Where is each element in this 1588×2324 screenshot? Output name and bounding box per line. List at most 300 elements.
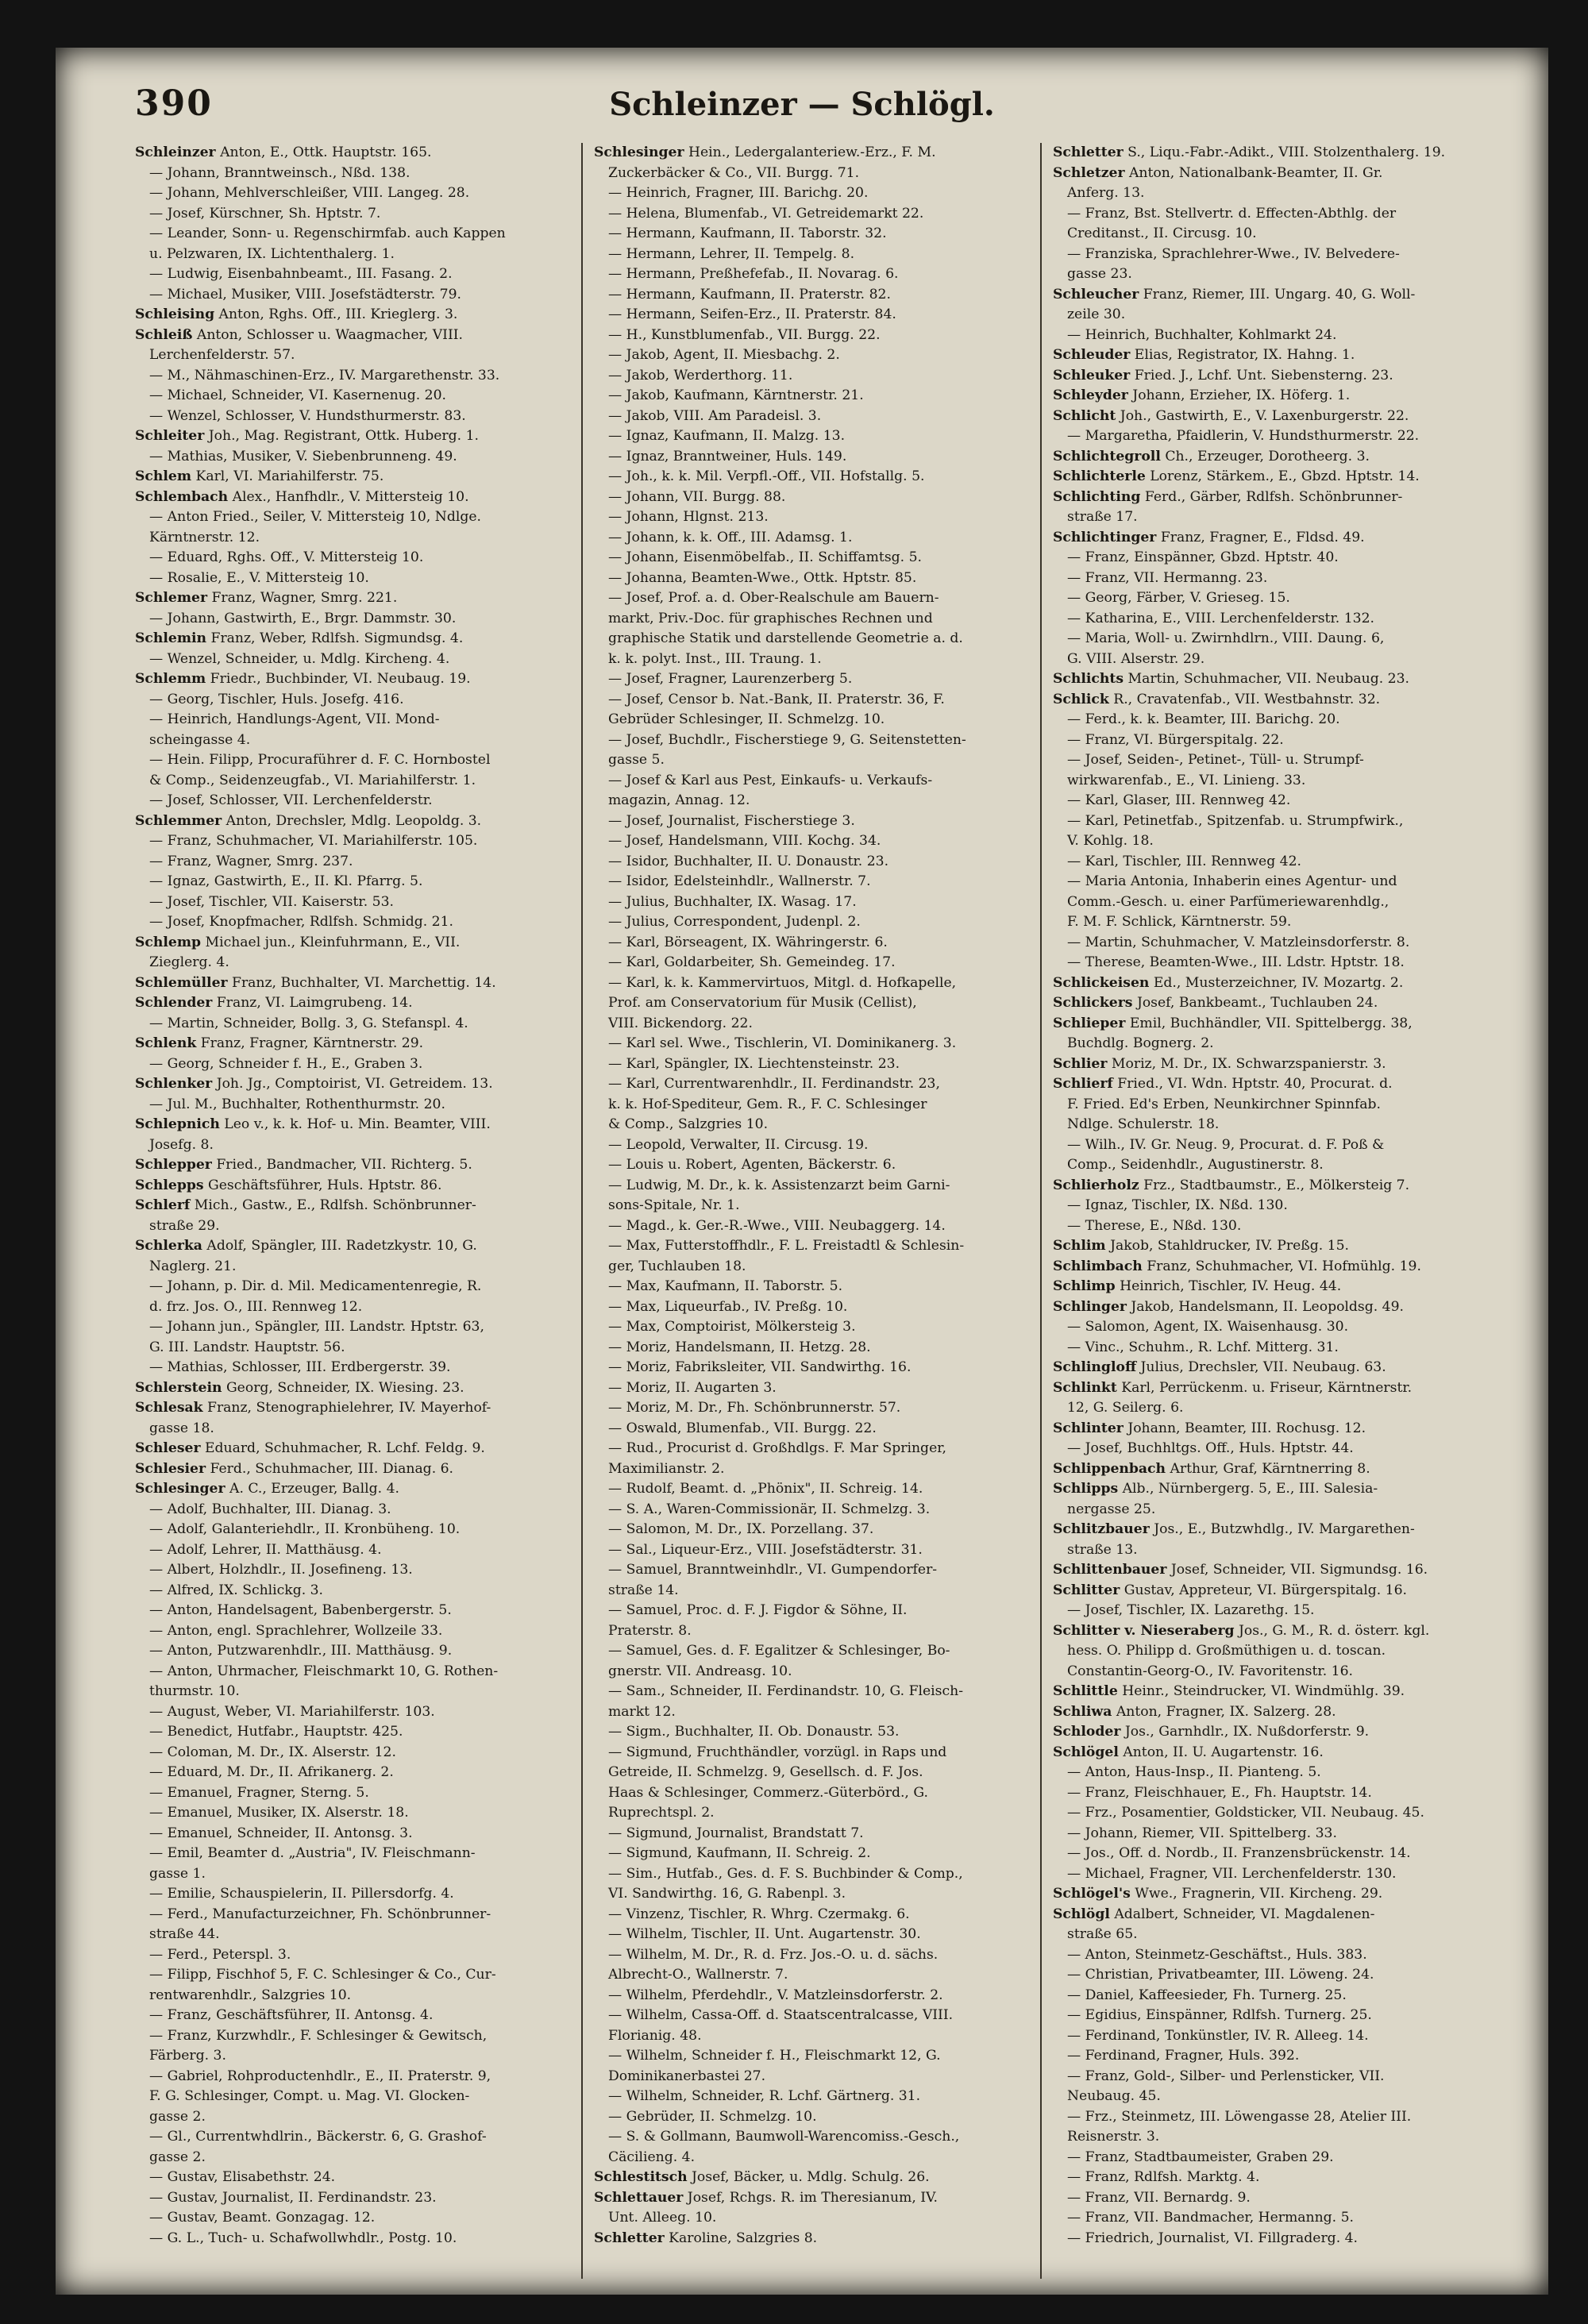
directory-entry xyxy=(594,1986,1034,2006)
entry-surname: Schleiß xyxy=(135,326,193,343)
directory-entry xyxy=(1053,1945,1494,1966)
directory-entry xyxy=(594,2188,1034,2209)
entry-text: Franz, Buchhalter, VI. Marchettig. 14. xyxy=(227,974,496,991)
entry-text: Adolf, Spängler, III. Radetzkystr. 10, G. xyxy=(202,1238,477,1254)
directory-entry xyxy=(1053,1479,1494,1500)
entry-text: — Julius, Buchhalter, IX. Wasag. 17. xyxy=(608,893,857,910)
entry-text: Lorenz, Stärkem., E., Gbzd. Hptstr. 14. xyxy=(1145,468,1420,484)
entry-surname: Schlem xyxy=(135,468,192,484)
directory-entry xyxy=(135,2046,575,2067)
directory-entry xyxy=(135,1763,575,1783)
directory-entry xyxy=(1053,1621,1494,1642)
directory-entry xyxy=(1053,1601,1494,1621)
directory-entry xyxy=(1053,1662,1494,1682)
entry-text: — Benedict, Hutfabr., Hauptstr. 425. xyxy=(149,1724,403,1740)
directory-entry xyxy=(1053,892,1494,913)
entry-surname: Schlepps xyxy=(135,1177,204,1193)
entry-text: Martin, Schuhmacher, VII. Neubaug. 23. xyxy=(1124,671,1409,687)
entry-text: Mich., Gastw., E., Rdlfsh. Schönbrunner- xyxy=(190,1197,476,1213)
directory-entry xyxy=(1053,2168,1494,2188)
entry-text: — Salomon, Agent, IX. Waisenhausg. 30. xyxy=(1067,1319,1349,1335)
entry-surname: Schlerf xyxy=(135,1197,191,1213)
entry-text: straße 14. xyxy=(608,1582,679,1598)
entry-text: Georg, Schneider, IX. Wiesing. 23. xyxy=(222,1379,464,1396)
directory-entry xyxy=(1053,183,1494,204)
directory-entry xyxy=(594,2107,1034,2128)
entry-surname: Schlettauer xyxy=(594,2189,684,2206)
directory-entry xyxy=(594,892,1034,913)
directory-entry xyxy=(1053,953,1494,973)
directory-entry xyxy=(1053,1864,1494,1885)
entry-text: Alex., Hanfhdlr., V. Mittersteig 10. xyxy=(228,488,469,505)
directory-entry xyxy=(594,1722,1034,1743)
directory-entry xyxy=(135,2067,575,2087)
directory-entry xyxy=(594,285,1034,306)
entry-text: — Josef, Buchhltgs. Off., Huls. Hptstr. 44. xyxy=(1067,1440,1354,1456)
entry-text: — Karl, Goldarbeiter, Sh. Gemeindeg. 17. xyxy=(608,954,896,970)
entry-text: Anferg. 13. xyxy=(1067,185,1145,201)
directory-entry xyxy=(1053,143,1494,164)
entry-text: Zieglerg. 4. xyxy=(149,954,229,970)
directory-entry xyxy=(135,2006,575,2026)
entry-text: — M., Nähmaschinen-Erz., IV. Margarethenstr. 33. xyxy=(149,367,500,383)
directory-entry xyxy=(1053,1338,1494,1359)
directory-entry xyxy=(135,1621,575,1642)
directory-entry xyxy=(594,407,1034,427)
entry-text: — Josef, Journalist, Fischerstiege 3. xyxy=(608,812,855,829)
directory-entry xyxy=(135,366,575,387)
entry-text: Färberg. 3. xyxy=(149,2048,226,2064)
directory-entry xyxy=(135,548,575,568)
entry-text: Anton, Nationalbank-Beamter, II. Gr. xyxy=(1124,164,1383,181)
directory-entry xyxy=(594,1135,1034,1156)
entry-text: sons-Spitale, Nr. 1. xyxy=(608,1197,740,1213)
directory-entry xyxy=(594,1439,1034,1459)
entry-text: — Karl sel. Wwe., Tischlerin, VI. Dominikanerg. 3. xyxy=(608,1035,957,1051)
entry-text: Josef, Schneider, VII. Sigmundsg. 16. xyxy=(1166,1562,1428,1578)
entry-text: — Franz, Einspänner, Gbzd. Hptstr. 40. xyxy=(1067,549,1339,565)
directory-entry xyxy=(594,872,1034,892)
entry-text: straße 13. xyxy=(1067,1541,1138,1558)
entry-text: — Emilie, Schauspielerin, II. Pillersdorfg. 4. xyxy=(149,1886,454,1902)
directory-entry xyxy=(135,1135,575,1156)
directory-entry xyxy=(135,2127,575,2148)
entry-surname: Schleinzer xyxy=(135,145,216,160)
directory-entry xyxy=(135,1358,575,1378)
directory-entry xyxy=(135,224,575,245)
entry-text: — Sam., Schneider, II. Ferdinandstr. 10, G. Fleisch- xyxy=(608,1683,963,1699)
directory-entry xyxy=(594,1682,1034,1702)
directory-entry xyxy=(135,1419,575,1439)
entry-text: — Gustav, Journalist, II. Ferdinandstr. 23. xyxy=(149,2189,437,2206)
entry-text: — Emanuel, Schneider, II. Antonsg. 3. xyxy=(149,1825,413,1841)
directory-entry xyxy=(135,2087,575,2107)
directory-entry xyxy=(594,811,1034,832)
entry-text: Franz, Riemer, III. Ungarg. 40, G. Woll- xyxy=(1139,286,1416,303)
entry-text: — Gustav, Elisabethstr. 24. xyxy=(149,2169,336,2185)
entry-text: — Wilhelm, Schneider, R. Lchf. Gärtnerg. 31. xyxy=(608,2088,921,2104)
directory-entry xyxy=(135,2168,575,2188)
entry-text: gnerstr. VII. Andreasg. 10. xyxy=(608,1663,792,1679)
directory-entry xyxy=(135,488,575,508)
entry-text: Josef, Rchgs. R. im Theresianum, IV. xyxy=(683,2189,938,2206)
entry-text: Johann, Beamter, III. Rochusg. 12. xyxy=(1123,1420,1366,1436)
entry-text: — Vinc., Schuhm., R. Lchf. Mitterg. 31. xyxy=(1067,1339,1339,1355)
entry-text: — Daniel, Kaffeesieder, Fh. Turnerg. 25. xyxy=(1067,1987,1347,2003)
entry-surname: Schlemer xyxy=(135,590,208,606)
directory-entry xyxy=(135,467,575,488)
directory-entry xyxy=(1053,1196,1494,1216)
directory-entry xyxy=(1053,771,1494,792)
directory-entry xyxy=(594,1601,1034,1621)
directory-entry xyxy=(1053,1965,1494,1986)
entry-surname: Schletter xyxy=(594,2230,665,2246)
directory-entry xyxy=(1053,852,1494,873)
directory-entry xyxy=(1053,933,1494,954)
entry-text: — Margaretha, Pfaidlerin, V. Hundsthurmerstr. 22. xyxy=(1067,428,1420,444)
entry-text: Jakob, Stahldrucker, IV. Preßg. 15. xyxy=(1105,1238,1349,1254)
directory-entry xyxy=(1053,973,1494,994)
entry-text: gasse 2. xyxy=(149,2149,206,2165)
entry-text: — Johann, k. k. Off., III. Adamsg. 1. xyxy=(608,529,853,545)
entry-text: Fried. J., Lchf. Unt. Siebensterng. 23. xyxy=(1130,367,1393,383)
entry-text: — Ludwig, Eisenbahnbeamt., III. Fasang. 2. xyxy=(149,266,453,282)
entry-text: — Leander, Sonn- u. Regenschirmfab. auch Kappen xyxy=(149,225,506,241)
entry-text: — Emanuel, Fragner, Sterng. 5. xyxy=(149,1784,369,1801)
entry-text: — Jakob, Werderthorg. 11. xyxy=(608,367,793,383)
entry-text: Zuckerbäcker & Co., VII. Burgg. 71. xyxy=(608,164,860,181)
entry-text: k. k. Hof-Spediteur, Gem. R., F. C. Schlesinger xyxy=(608,1096,927,1112)
entry-text: — Adolf, Buchhalter, III. Dianag. 3. xyxy=(149,1501,391,1517)
entry-text: straße 29. xyxy=(149,1217,220,1234)
entry-text: u. Pelzwaren, IX. Lichtenthalerg. 1. xyxy=(149,245,395,262)
directory-entry xyxy=(1053,1722,1494,1743)
entry-text: — Moriz, Handelsmann, II. Hetzg. 28. xyxy=(608,1339,871,1355)
directory-entry xyxy=(135,345,575,366)
directory-entry xyxy=(594,588,1034,609)
entry-text: — Ferdinand, Fragner, Huls. 392. xyxy=(1067,2048,1300,2064)
directory-entry xyxy=(594,1743,1034,1763)
entry-text: — Josef, Kürschner, Sh. Hptstr. 7. xyxy=(149,205,381,222)
entry-text: — Franz, VII. Bernardg. 9. xyxy=(1067,2189,1251,2206)
entry-text: Franz, Wagner, Smrg. 221. xyxy=(207,590,398,606)
directory-entry xyxy=(594,1864,1034,1885)
entry-text: — Frz., Steinmetz, III. Löwengasse 28, Atelier III. xyxy=(1067,2108,1412,2125)
entry-text: — Eduard, M. Dr., II. Afrikanerg. 2. xyxy=(149,1764,394,1780)
directory-entry xyxy=(135,690,575,711)
entry-text: Josef, Bäcker, u. Mdlg. Schulg. 26. xyxy=(687,2169,930,2185)
entry-surname: Schlemin xyxy=(135,630,207,646)
entry-text: — Sigmund, Journalist, Brandstatt 7. xyxy=(608,1825,864,1841)
directory-entry xyxy=(135,1925,575,1945)
directory-entry xyxy=(594,2208,1034,2229)
directory-entry xyxy=(1053,1459,1494,1480)
directory-entry xyxy=(1053,1419,1494,1439)
directory-entry xyxy=(1053,386,1494,407)
entry-surname: Schlepnich xyxy=(135,1116,220,1132)
directory-entry xyxy=(1053,1986,1494,2006)
entry-text: Arthur, Graf, Kärntnerring 8. xyxy=(1166,1460,1370,1477)
entry-text: — Salomon, M. Dr., IX. Porzellang. 37. xyxy=(608,1521,874,1537)
directory-entry xyxy=(135,183,575,204)
directory-entry xyxy=(1053,1884,1494,1905)
entry-text: Reisnerstr. 3. xyxy=(1067,2129,1160,2145)
entry-text: k. k. polyt. Inst., III. Traung. 1. xyxy=(608,650,822,667)
directory-entry xyxy=(1053,710,1494,730)
directory-entry xyxy=(594,326,1034,346)
directory-entry xyxy=(135,973,575,994)
directory-entry xyxy=(135,872,575,892)
entry-text: Franz, Stenographielehrer, IV. Mayerhof- xyxy=(202,1400,491,1416)
entry-surname: Schleiter xyxy=(135,428,205,444)
entry-text: — Josef, Fragner, Laurenzerberg 5. xyxy=(608,671,853,687)
entry-text: — Josef, Prof. a. d. Ober-Realschule am Bauern- xyxy=(608,590,939,606)
entry-text: VI. Sandwirthg. 16, G. Rabenpl. 3. xyxy=(608,1886,846,1902)
directory-entry xyxy=(1053,2087,1494,2107)
directory-entry xyxy=(1053,447,1494,468)
directory-entry xyxy=(594,912,1034,933)
directory-entry xyxy=(594,204,1034,225)
directory-column xyxy=(594,143,1042,2279)
directory-entry xyxy=(594,447,1034,468)
directory-entry xyxy=(135,2208,575,2229)
entry-text: — Johann jun., Spängler, III. Landstr. Hptstr. 63, xyxy=(149,1319,484,1335)
entry-text: — Hermann, Lehrer, II. Tempelg. 8. xyxy=(608,245,855,262)
entry-text: — Karl, Tischler, III. Rennweg 42. xyxy=(1067,853,1302,869)
directory-entry xyxy=(135,1601,575,1621)
entry-surname: Schlestitsch xyxy=(594,2169,688,2185)
directory-entry xyxy=(135,447,575,468)
entry-text: Eduard, Schuhmacher, R. Lchf. Feldg. 9. xyxy=(200,1440,485,1456)
entry-text: Buchdlg. Bognerg. 2. xyxy=(1067,1035,1214,1051)
directory-entry xyxy=(135,1500,575,1520)
directory-entry xyxy=(1053,872,1494,892)
entry-text: — Emanuel, Musiker, IX. Alserstr. 18. xyxy=(149,1805,409,1821)
directory-entry xyxy=(135,1398,575,1419)
directory-entry xyxy=(135,1317,575,1338)
directory-entry xyxy=(594,629,1034,649)
entry-text: — Ignaz, Tischler, IX. Nßd. 130. xyxy=(1067,1197,1288,1213)
entry-text: Franz, VI. Laimgrubeng. 14. xyxy=(212,995,413,1011)
entry-text: — Josef & Karl aus Pest, Einkaufs- u. Verkaufs- xyxy=(608,772,933,788)
entry-text: Ferd., Gärber, Rdlfsh. Schönbrunner- xyxy=(1140,488,1403,505)
directory-entry xyxy=(594,366,1034,387)
directory-entry xyxy=(135,993,575,1014)
directory-entry xyxy=(135,1864,575,1885)
directory-entry xyxy=(1053,831,1494,852)
directory-entry xyxy=(135,912,575,933)
entry-text: — Friedrich, Journalist, VI. Fillgraderg. 4. xyxy=(1067,2230,1359,2246)
entry-text: Maximilianstr. 2. xyxy=(608,1460,725,1477)
entry-surname: Schlickeisen xyxy=(1053,974,1150,991)
entry-text: Adalbert, Schneider, VI. Magdalenen- xyxy=(1109,1906,1375,1922)
directory-entry xyxy=(1053,629,1494,649)
directory-entry xyxy=(594,224,1034,245)
entry-text: Jos., E., Butzwhdlg., IV. Margarethen- xyxy=(1149,1521,1415,1537)
entry-text: — Franz, VI. Bürgerspitalg. 22. xyxy=(1067,731,1284,748)
entry-text: — Hein. Filipp, Procuraführer d. F. C. Hornbostel xyxy=(149,752,491,768)
entry-text: — Michael, Fragner, VII. Lerchenfelderstr. 130. xyxy=(1067,1865,1397,1882)
entry-text: — Jakob, Kaufmann, Kärntnerstr. 21. xyxy=(608,387,864,403)
entry-surname: Schlenk xyxy=(135,1035,197,1051)
directory-entry xyxy=(594,1783,1034,1804)
entry-surname: Schletter xyxy=(1053,145,1124,160)
entry-text: Comp., Seidenhdlr., Augustinerstr. 8. xyxy=(1067,1157,1324,1173)
directory-entry xyxy=(135,750,575,771)
entry-text: — Hermann, Seifen-Erz., II. Praterstr. 84. xyxy=(608,306,896,322)
entry-text: — Maria Antonia, Inhaberin eines Agentur- und xyxy=(1067,873,1397,889)
entry-text: — Adolf, Galanteriehdlr., II. Kronbüheng. 10. xyxy=(149,1521,461,1537)
entry-text: gasse 1. xyxy=(149,1865,206,1882)
directory-entry xyxy=(594,831,1034,852)
directory-entry xyxy=(594,1176,1034,1197)
entry-text: — Georg, Schneider f. H., E., Graben 3. xyxy=(149,1055,423,1072)
entry-text: — Ferd., Peterspl. 3. xyxy=(149,1946,291,1963)
directory-entry xyxy=(1053,1682,1494,1702)
entry-text: — Christian, Privatbeamter, III. Löweng. 24. xyxy=(1067,1967,1374,1983)
entry-text: Ch., Erzeuger, Dorotheerg. 3. xyxy=(1160,448,1370,464)
entry-text: wirkwarenfab., E., VI. Linieng. 33. xyxy=(1067,772,1306,788)
entry-surname: Schlier xyxy=(1053,1055,1108,1072)
entry-text: — August, Weber, VI. Mariahilferstr. 103. xyxy=(149,1703,435,1720)
directory-entry xyxy=(135,1986,575,2006)
directory-entry xyxy=(1053,2026,1494,2047)
entry-text: Franz, Fragner, E., Fldsd. 49. xyxy=(1156,529,1365,545)
directory-entry xyxy=(594,953,1034,973)
entry-text: — Sim., Hutfab., Ges. d. F. S. Buchbinder & Comp., xyxy=(608,1865,963,1882)
directory-entry xyxy=(1053,1095,1494,1116)
entry-text: — Max, Liqueurfab., IV. Preßg. 10. xyxy=(608,1298,848,1315)
entry-text: — H., Kunstblumenfab., VII. Burgg. 22. xyxy=(608,326,881,343)
directory-entry xyxy=(135,1196,575,1216)
directory-entry xyxy=(594,1257,1034,1278)
entry-text: — Wilhelm, Pferdehdlr., V. Matzleinsdorferstr. 2. xyxy=(608,1987,943,2003)
directory-entry xyxy=(1053,568,1494,589)
directory-entry xyxy=(135,771,575,792)
entry-text: — Martin, Schneider, Bollg. 3, G. Stefanspl. 4. xyxy=(149,1015,468,1031)
directory-entry xyxy=(135,588,575,609)
entry-text: — Franz, Wagner, Smrg. 237. xyxy=(149,853,353,869)
entry-text: — Johann, Riemer, VII. Spittelberg. 33. xyxy=(1067,1825,1337,1841)
directory-entry xyxy=(594,1115,1034,1135)
directory-columns xyxy=(135,143,1501,2279)
entry-text: — Hermann, Preßhefefab., II. Novarag. 6. xyxy=(608,266,899,282)
directory-entry xyxy=(135,831,575,852)
directory-entry xyxy=(594,1662,1034,1682)
directory-entry xyxy=(135,1074,575,1095)
directory-entry xyxy=(1053,1500,1494,1520)
entry-text: — Josef, Schlosser, VII. Lerchenfelderstr. xyxy=(149,792,433,808)
directory-entry xyxy=(594,1034,1034,1054)
entry-text: — Max, Kaufmann, II. Taborstr. 5. xyxy=(608,1278,843,1294)
entry-text: — Franz, Rdlfsh. Marktg. 4. xyxy=(1067,2169,1260,2185)
entry-text: Johann, Erzieher, IX. Höferg. 1. xyxy=(1127,387,1351,403)
entry-text: — Franz, Bst. Stellvertr. d. Effecten-Abthlg. der xyxy=(1067,205,1397,222)
entry-text: — Georg, Färber, V. Grieseg. 15. xyxy=(1067,590,1290,606)
directory-entry xyxy=(1053,264,1494,285)
directory-page xyxy=(56,48,1548,2295)
entry-text: gasse 2. xyxy=(149,2108,206,2125)
entry-surname: Schlittle xyxy=(1053,1683,1118,1699)
entry-text: — Jakob, Agent, II. Miesbachg. 2. xyxy=(608,347,840,363)
directory-entry xyxy=(135,1662,575,1682)
directory-entry xyxy=(594,1641,1034,1662)
entry-text: — Sal., Liqueur-Erz., VIII. Josefstädterstr. 31. xyxy=(608,1541,923,1558)
entry-text: — Wenzel, Schlosser, V. Hundsthurmerstr. 83. xyxy=(149,407,466,424)
directory-entry xyxy=(1053,750,1494,771)
directory-entry xyxy=(1053,669,1494,690)
directory-entry xyxy=(135,1945,575,1966)
directory-entry xyxy=(594,467,1034,488)
directory-entry xyxy=(594,2006,1034,2026)
directory-entry xyxy=(594,1277,1034,1297)
directory-entry xyxy=(135,386,575,407)
entry-text: Franz, Weber, Rdlfsh. Sigmundsg. 4. xyxy=(206,630,464,646)
entry-text: Joh. Jg., Comptoirist, VI. Getreidem. 13. xyxy=(212,1076,493,1092)
directory-entry xyxy=(135,507,575,528)
entry-text: hess. O. Philipp d. Großmüthigen u. d. toscan. xyxy=(1067,1643,1386,1659)
entry-text: F. Fried. Ed's Erben, Neunkirchner Spinnfab. xyxy=(1067,1096,1381,1112)
directory-entry xyxy=(594,690,1034,711)
entry-text: — Samuel, Ges. d. F. Egalitzer & Schlesinger, Bo- xyxy=(608,1643,950,1659)
directory-entry xyxy=(594,2148,1034,2168)
entry-text: gasse 23. xyxy=(1067,266,1132,282)
directory-entry xyxy=(135,2107,575,2128)
entry-text: Michael jun., Kleinfuhrmann, E., VII. xyxy=(201,934,461,950)
directory-entry xyxy=(594,548,1034,568)
entry-text: — Josef, Censor b. Nat.-Bank, II. Praterstr. 36, F. xyxy=(608,691,945,707)
entry-surname: Schlepper xyxy=(135,1157,212,1173)
directory-entry xyxy=(135,710,575,730)
entry-text: — Magd., k. Ger.-R.-Wwe., VIII. Neubaggerg. 14. xyxy=(608,1217,946,1234)
entry-text: — Franz, Stadtbaumeister, Graben 29. xyxy=(1067,2149,1334,2165)
directory-entry xyxy=(135,1459,575,1480)
entry-text: — Sigmund, Fruchthändler, vorzügl. in Raps und xyxy=(608,1744,947,1760)
directory-entry xyxy=(135,629,575,649)
directory-entry xyxy=(594,1479,1034,1500)
directory-entry xyxy=(594,750,1034,771)
directory-entry xyxy=(1053,1317,1494,1338)
entry-text: — Anton, Steinmetz-Geschäftst., Huls. 383. xyxy=(1067,1946,1367,1963)
directory-entry xyxy=(1053,1925,1494,1945)
entry-surname: Schleser xyxy=(135,1440,201,1456)
directory-entry xyxy=(594,345,1034,366)
entry-text: Ed., Musterzeichner, IV. Mozartg. 2. xyxy=(1149,974,1404,991)
entry-text: — S. A., Waren-Commissionär, II. Schmelzg. 3. xyxy=(608,1501,931,1517)
directory-entry xyxy=(1053,345,1494,366)
directory-entry xyxy=(594,1459,1034,1480)
entry-surname: Schlitter v. Nieseraberg xyxy=(1053,1622,1235,1639)
directory-entry xyxy=(1053,1783,1494,1804)
entry-surname: Schleuder xyxy=(1053,347,1131,363)
directory-entry xyxy=(1053,730,1494,751)
entry-surname: Schlerka xyxy=(135,1238,202,1254)
entry-text: Elias, Registrator, IX. Hahng. 1. xyxy=(1130,347,1355,363)
directory-entry xyxy=(594,507,1034,528)
directory-entry xyxy=(135,1581,575,1601)
directory-entry xyxy=(1053,164,1494,184)
entry-text: Albrecht-O., Wallnerstr. 7. xyxy=(608,1967,788,1983)
directory-entry xyxy=(1053,1034,1494,1054)
entry-text: — Mathias, Schlosser, III. Erdbergerstr. 39. xyxy=(149,1359,451,1375)
directory-entry xyxy=(1053,204,1494,225)
directory-entry xyxy=(135,730,575,751)
entry-surname: Schlipps xyxy=(1053,1481,1119,1497)
directory-entry xyxy=(594,1419,1034,1439)
directory-entry xyxy=(594,1763,1034,1783)
entry-text: — Rudolf, Beamt. d. „Phönix", II. Schreig. 14. xyxy=(608,1481,923,1497)
entry-text: Hein., Ledergalanteriew.-Erz., F. M. xyxy=(684,145,936,160)
